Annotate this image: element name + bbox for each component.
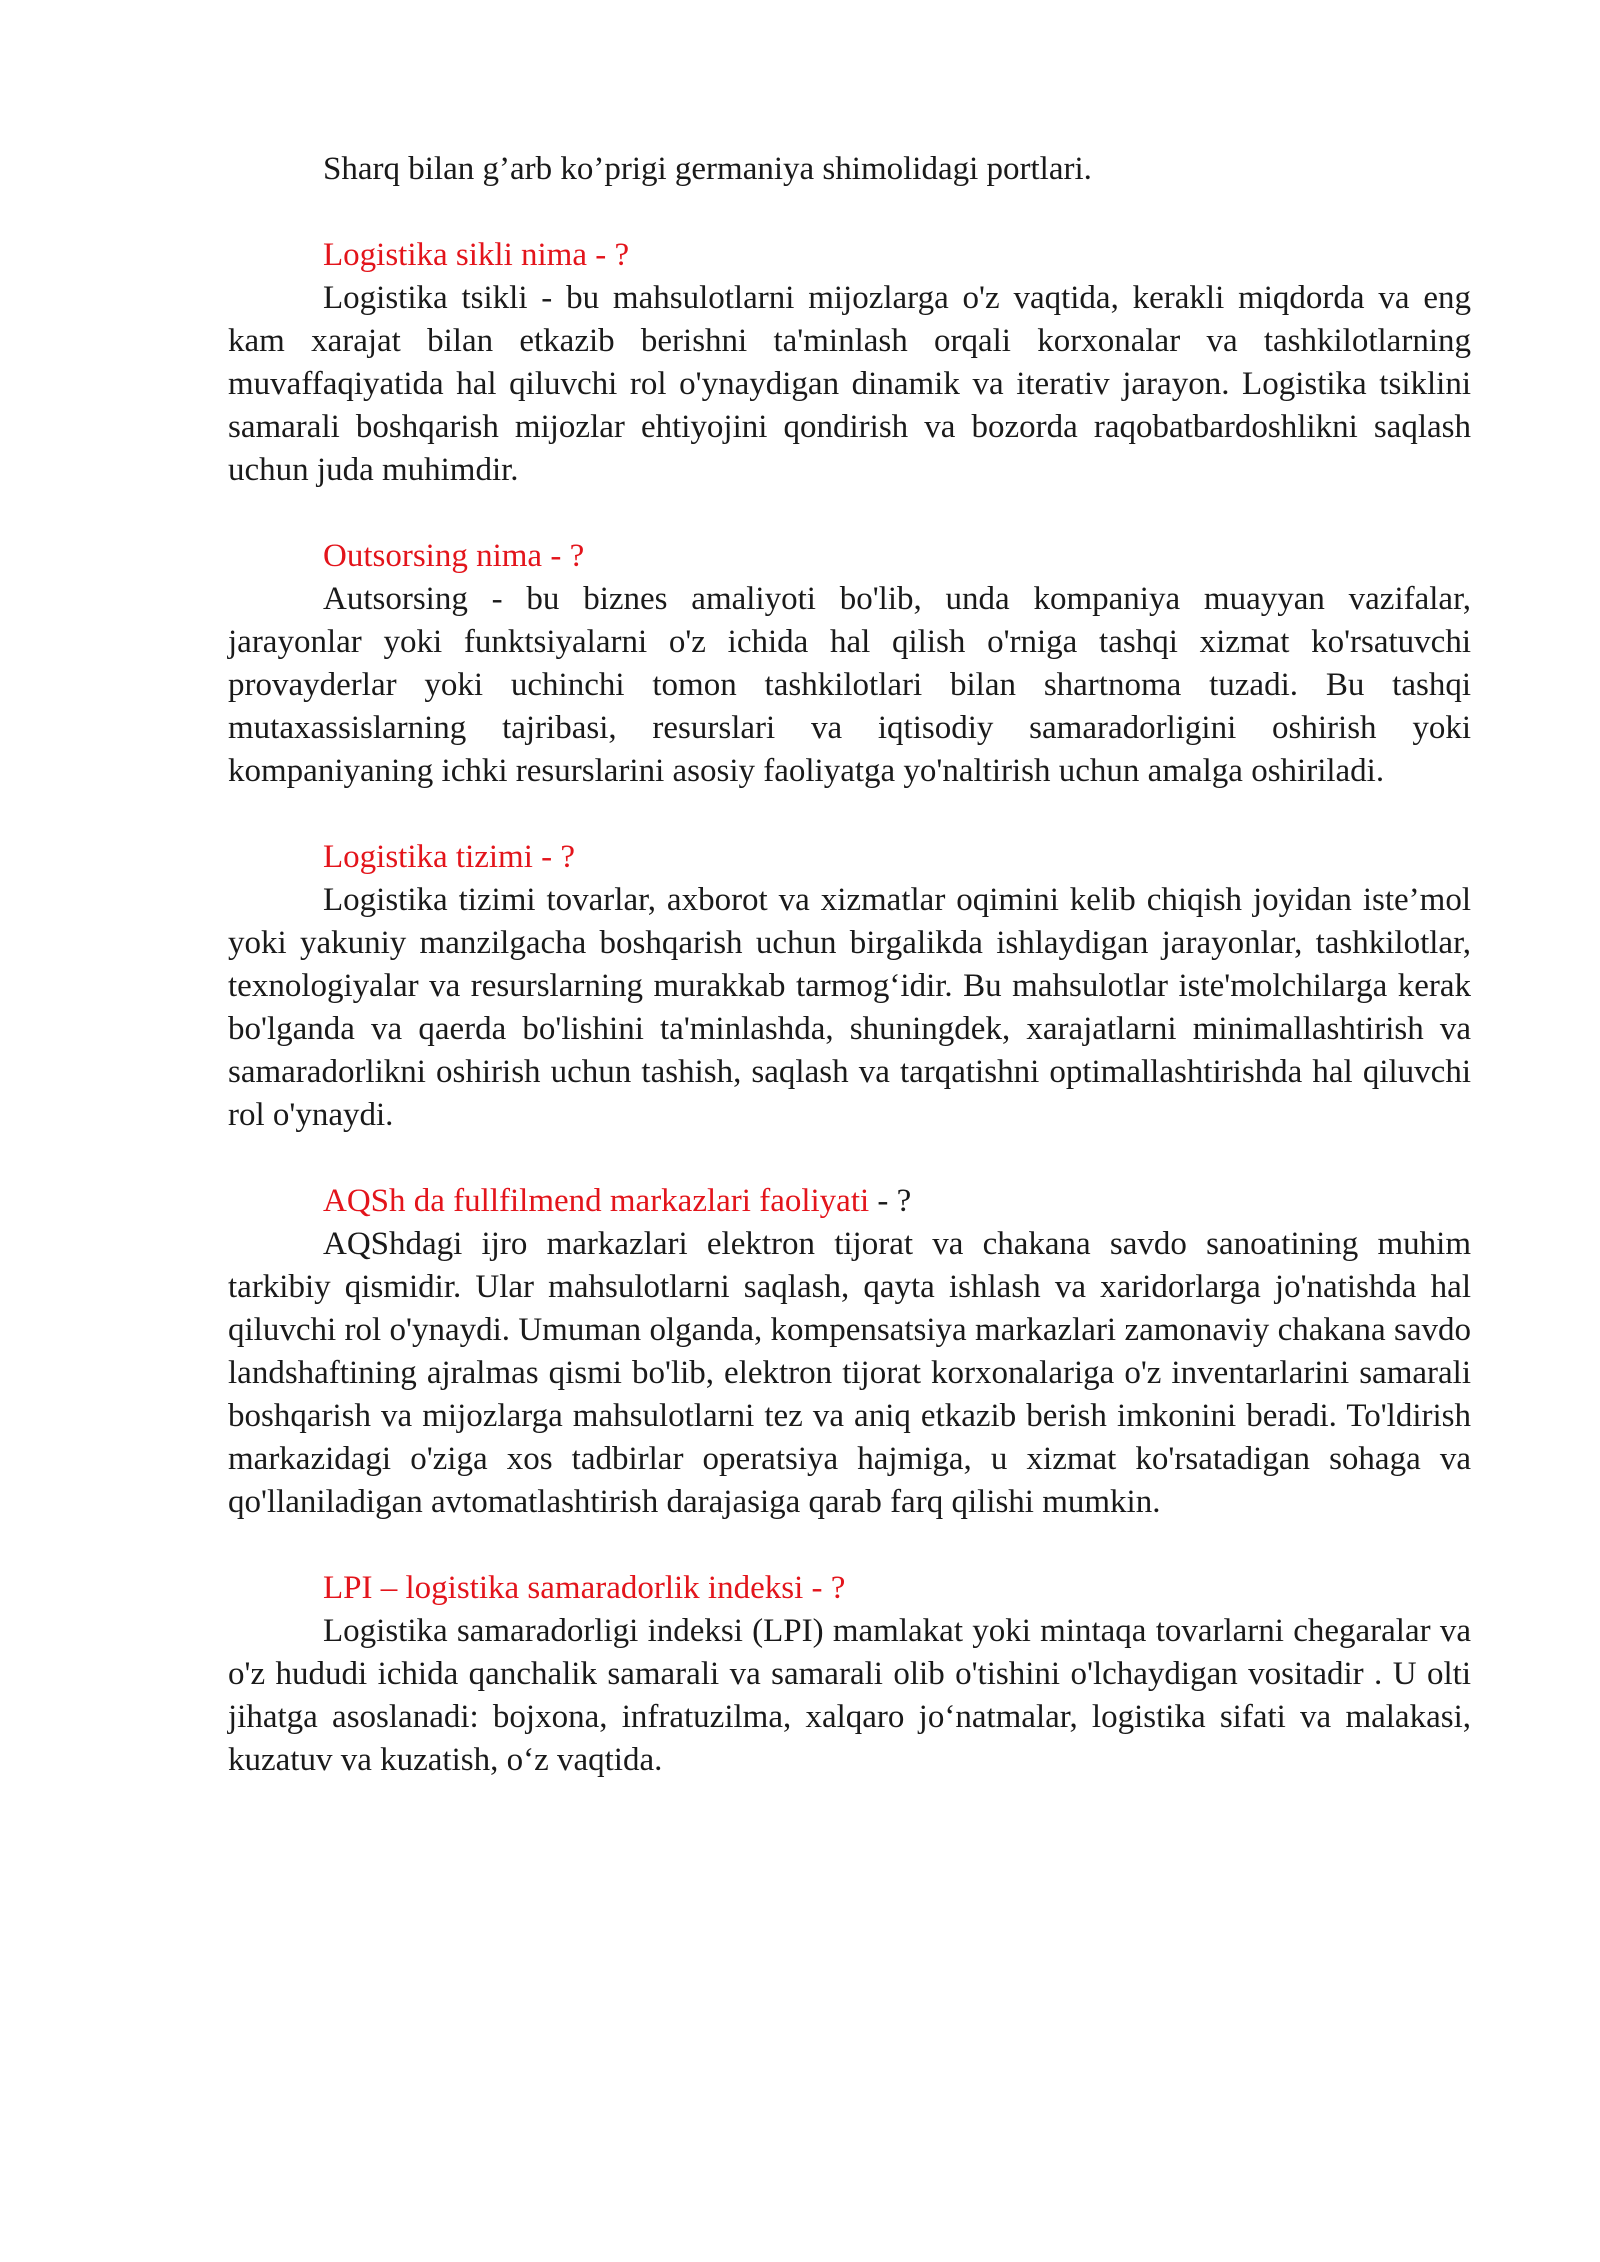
intro-line: Sharq bilan g’arb ko’prigi germaniya shimolidagi portlari.: [323, 151, 1092, 187]
section-outsourcing: [228, 535, 1471, 793]
section-body: Logistika samaradorligi indeksi (LPI) mamlakat yoki mintaqa tovarlarni chegaralar va o'z hududi ichida qanchalik samarali va samarali olib o'tishini o'lchaydigan vositadir . U olti jihatga asoslanadi: bojxona, infratuzilma, xalqaro jo‘natmalar, logistika sifati va malakasi, kuzatuv va kuzatish, o‘z vaqtida.: [228, 1613, 1471, 1778]
section-heading: [228, 836, 1471, 879]
section-fulfillment-centers: [228, 1180, 1471, 1524]
section-body: Autsorsing - bu biznes amaliyoti bo'lib, unda kompaniya muayyan vazifalar, jarayonlar yoki funktsiyalarni o'z ichida hal qilish o'rniga tashqi xizmat ko'rsatuvchi provayderlar yoki uchinchi tomon tashkilotlari bilan shartnoma tuzadi. Bu tashqi mutaxassislarning tajribasi, resurslari va iqtisodiy samaradorligini oshirish yoki kompaniyaning ichki resurslarini asosiy faoliyatga yo'naltirish uchun amalga oshiriladi.: [228, 581, 1471, 789]
heading-text: Outsorsing nima - ?: [323, 538, 585, 574]
document-page: [228, 148, 1471, 1782]
section-body: Logistika tsikli - bu mahsulotlarni mijozlarga o'z vaqtida, kerakli miqdorda va eng kam xarajat bilan etkazib berishni ta'minlash orqali korxonalar va tashkilotlarning muvaffaqiyatida hal qiluvchi rol o'ynaydigan dinamik va iterativ jarayon. Logistika tsiklini samarali boshqarish mijozlar ehtiyojini qondirish va bozorda raqobatbardoshlikni saqlash uchun juda muhimdir.: [228, 280, 1471, 488]
heading-text: AQSh da fullfilmend markazlari faoliyati: [323, 1183, 870, 1219]
section-logistics-cycle: [228, 234, 1471, 492]
section-body: Logistika tizimi tovarlar, axborot va xizmatlar oqimini kelib chiqish joyidan iste’mol yoki yakuniy manzilgacha boshqarish uchun birgalikda ishlaydigan jarayonlar, tashkilotlar, texnologiyalar va resurslarning murakkab tarmog‘idir. Bu mahsulotlar iste'molchilarga kerak bo'lganda va qaerda bo'lishini ta'minlashda, shuningdek, xarajatlarni minimallashtirish va samaradorlikni oshirish uchun tashish, saqlash va tarqatishni optimallashtirishda hal qiluvchi rol o'ynaydi.: [228, 882, 1471, 1133]
section-lpi: [228, 1567, 1471, 1782]
section-heading: [228, 535, 1471, 578]
section-logistics-system: [228, 836, 1471, 1137]
heading-text: LPI – logistika samaradorlik indeksi - ?: [323, 1570, 846, 1606]
heading-suffix: - ?: [869, 1183, 912, 1219]
section-body: AQShdagi ijro markazlari elektron tijorat va chakana savdo sanoatining muhim tarkibiy qismidir. Ular mahsulotlarni saqlash, qayta ishlash va xaridorlarga jo'natishda hal qiluvchi rol o'ynaydi. Umuman olganda, kompensatsiya markazlari zamonaviy chakana savdo landshaftining ajralmas qismi bo'lib, elektron tijorat korxonalariga o'z inventarlarini samarali boshqarish va mijozlarga mahsulotlarni tez va aniq etkazib berish imkonini beradi. To'ldirish markazidagi o'ziga xos tadbirlar operatsiya hajmiga, u xizmat ko'rsatadigan sohaga va qo'llaniladigan avtomatlashtirish darajasiga qarab farq qilishi mumkin.: [228, 1226, 1471, 1520]
section-heading: [228, 1180, 1471, 1223]
section-heading: [228, 1567, 1471, 1610]
heading-text: Logistika sikli nima - ?: [323, 237, 630, 273]
heading-text: Logistika tizimi - ?: [323, 839, 576, 875]
section-heading: [228, 234, 1471, 277]
